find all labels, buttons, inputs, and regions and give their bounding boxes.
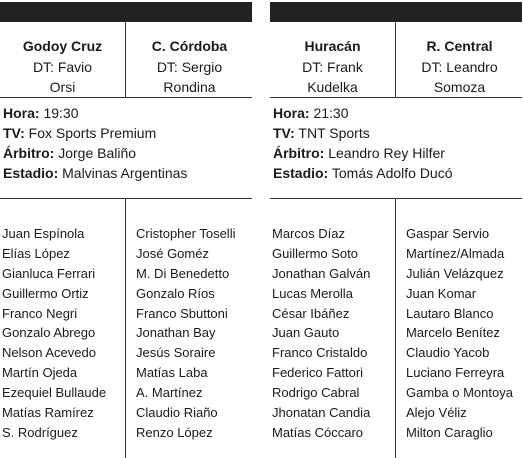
header-bar [0,2,252,22]
player-name: Juan Espínola [2,226,85,241]
player-name: Jesús Soraire [136,345,216,361]
label: TV: [273,125,295,141]
coach-line-2: Somoza [433,79,486,95]
coach-line-2: Rondina [163,79,216,95]
info-estadio [273,163,521,183]
divider [270,97,522,98]
info-tv [273,123,521,143]
player-name: Jonathan Bay [136,325,216,341]
player-name: Milton Caraglio [406,424,493,440]
player-name: Gamba o Montoya [406,385,513,401]
coach-line-1: DT: Sergio [156,59,223,75]
away-lineup [136,224,258,443]
away-team [397,22,522,97]
player-name: Luciano Ferreyra [406,365,505,381]
label: Árbitro: [3,145,55,161]
player-name: Gianluca Ferrari [2,265,96,281]
player-name: Claudio Riaño [136,405,218,421]
player-name: M. Di Benedetto [136,265,230,281]
player-name: Martín Ojeda [2,365,78,381]
player-name: A. Martínez [136,385,203,401]
info-hora [3,103,251,123]
value: 19:30 [43,105,79,121]
player-name: Renzo López [136,424,213,440]
header-bar [270,2,522,22]
label: TV: [3,125,25,141]
value: Leandro Rey Hilfer [328,145,445,161]
teams-header [270,22,522,97]
player-name: Jonathan Galván [272,265,371,281]
value: 21:30 [313,105,349,121]
home-lineup [2,224,124,443]
team-name: Godoy Cruz [22,38,103,54]
player-name: Gonzalo Ríos [136,285,215,301]
info-estadio [3,163,251,183]
home-lineup [272,224,394,443]
player-name: Guillermo Ortiz [2,285,89,301]
info-tv [3,123,251,143]
player-name: Lautaro Blanco [406,305,494,321]
player-name: Ezequiel Bullaude [2,385,107,401]
coach-line-2: Kudelka [307,79,358,95]
coach [397,57,522,97]
coach-line-2: Orsi [49,79,76,95]
player-name: Guillermo Soto [272,245,358,261]
value: Fox Sports Premium [28,125,157,141]
player-name: Cristopher Toselli [136,226,236,241]
home-team [0,22,125,97]
player-name: César Ibáñez [272,305,350,321]
lineups [270,199,522,458]
player-name: S. Rodríguez [2,424,78,440]
team-name: Huracán [304,38,361,54]
label: Hora: [273,105,310,121]
lineup-divider [125,199,126,458]
player-name: Juan Komar [406,285,477,301]
player-name: Claudio Yacob [406,345,490,361]
coach [127,57,252,97]
coach [0,57,125,97]
coach-line-1: DT: Leandro [421,59,498,75]
label: Árbitro: [273,145,325,161]
player-name: Gonzalo Abrego [2,325,96,341]
value: Tomás Adolfo Ducó [331,165,453,181]
coach [270,57,395,97]
player-name: Matías Cóccaro [272,424,364,440]
label: Hora: [3,105,40,121]
player-name: Elías López [2,245,70,261]
team-divider [395,22,396,97]
match-card-godoy-cruz-vs-cordoba [0,0,252,458]
label: Estadio: [273,165,329,181]
team-name: R. Central [426,38,493,54]
divider [0,97,252,98]
player-name: José Goméz [136,245,209,261]
value: Jorge Baliño [58,145,137,161]
match-info [273,103,521,183]
player-name: Gaspar Servio [406,226,490,241]
info-arbitro [3,143,251,163]
player-name: Rodrigo Cabral [272,385,360,401]
player-name: Julián Velázquez [406,265,504,281]
player-name: Matías Ramírez [2,405,94,421]
player-name: Marcelo Benítez [406,325,500,341]
player-name: Marcos Díaz [272,226,345,241]
label: Estadio: [3,165,59,181]
lineups [0,199,252,458]
player-name: Matías Laba [136,365,208,381]
away-team [127,22,252,97]
player-name: Jhonatan Candia [272,405,371,421]
player-name: Franco Sbuttoni [136,305,228,321]
value: TNT Sports [298,125,370,141]
coach-line-1: DT: Frank [302,59,363,75]
info-hora [273,103,521,123]
lineup-divider [395,199,396,458]
home-team [270,22,395,97]
match-info [3,103,251,183]
player-name: Martínez/Almada [406,245,505,261]
team-name: C. Córdoba [151,38,228,54]
away-lineup [406,224,523,443]
player-name: Juan Gauto [272,325,340,341]
teams-header [0,22,252,97]
player-name: Alejo Véliz [406,405,467,421]
value: Malvinas Argentinas [62,165,188,181]
player-name: Franco Negri [2,305,78,321]
coach-line-1: DT: Favio [32,59,93,75]
match-card-huracan-vs-central [270,0,522,458]
player-name: Franco Cristaldo [272,345,368,361]
player-name: Federico Fattori [272,365,364,381]
team-divider [125,22,126,97]
player-name: Nelson Acevedo [2,345,96,361]
player-name: Lucas Merolla [272,285,353,301]
info-arbitro [273,143,521,163]
